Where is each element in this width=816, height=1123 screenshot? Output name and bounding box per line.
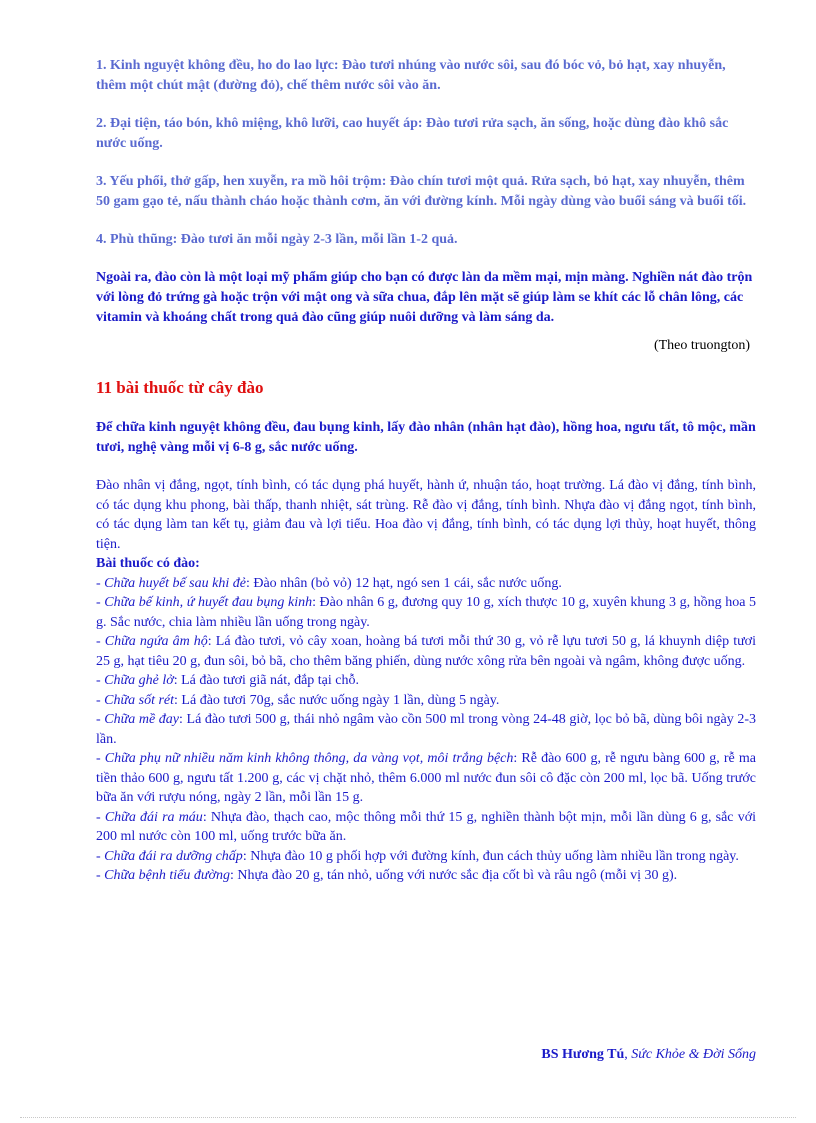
source-credit: (Theo truongton) (653, 338, 750, 353)
author-signature: BS Hương Tú, Sức Khỏe & Đời Sống (541, 1047, 756, 1062)
item-label: Chữa huyết bế sau khi đẻ (104, 575, 246, 591)
list-item: - Chữa mề đay: Lá đào tươi 500 g, thái nhỏ ngâm vào cồn 500 ml trong vòng 24-48 giờ, lọc bỏ bã, dùng bôi ngày 2-3 lần. (96, 712, 756, 747)
beauty-note: Ngoài ra, đào còn là một loại mỹ phẩm giúp cho bạn có được làn da mềm mại, mịn màng. Nghiền nát đào trộn với lòng đỏ trứng gà hoặc trộn với mật ong và sữa chua, đắp lên mặt sẽ giúp làm se khít các lỗ chân lông, các vitamin và khoáng chất trong quả đào cũng giúp nuôi dưỡng và làm sáng da. (96, 270, 753, 325)
list-item: - Chữa bệnh tiểu đường: Nhựa đào 20 g, tán nhỏ, uống với nước sắc địa cốt bì và râu ngô (mỗi vị 30 g). (96, 868, 678, 883)
item-label: Chữa sốt rét (104, 692, 175, 708)
intro-paragraph: Để chữa kinh nguyệt không đều, đau bụng kinh, lấy đào nhân (nhân hạt đào), hồng hoa, ngưu tất, tô mộc, mần tươi, nghệ vàng mỗi vị 6-8 g, sắc nước uống. (96, 420, 756, 455)
item-label: Chữa mề đay (104, 712, 180, 727)
list-item: - Chữa đái ra máu: Nhựa đào, thạch cao, mộc thông mỗi thứ 15 g, nghiền thành bột mịn, mỗi lần dùng 6 g, sắc với 200 ml nước còn 100 ml, uống trước bữa ăn. (96, 809, 756, 844)
list-item: - Chữa huyết bế sau khi đẻ: Đào nhân (bỏ vỏ) 12 hạt, ngó sen 1 cái, sắc nước uống. (96, 575, 562, 591)
page-divider (20, 1117, 796, 1118)
item-label: Chữa bế kinh, ứ huyết đau bụng kinh (104, 595, 313, 610)
remedy-2: 2. Đại tiện, táo bón, khô miệng, khô lưỡi, cao huyết áp: Đào tươi rửa sạch, ăn sống, hoặc dùng đào khô sắc nước uống. (96, 116, 729, 151)
description-paragraph: Đào nhân vị đắng, ngọt, tính bình, có tác dụng phá huyết, hành ứ, nhuận táo, hoạt trường. Lá đào vị đắng, tính bình, có tác dụng khu phong, bài thấp, thanh nhiệt, sát trùng. Rễ đào vị đắng, tính bình. Nhựa đào vị đắng ngọt, tính bình, có tác dụng làm tan kết tụ, giảm đau và lợi tiểu. Hoa đào vị đắng, tính bình, có tác dụng lợi thủy, hoạt huyết, thông tiện. (96, 478, 756, 552)
list-item: - Chữa ghẻ lở: Lá đào tươi giã nát, đắp tại chỗ. (96, 673, 360, 688)
list-item: - Chữa bế kinh, ứ huyết đau bụng kinh: Đào nhân 6 g, đương quy 10 g, xích thược 10 g, xuyên khung 3 g, hồng hoa 5 g. Sắc nước, chia làm nhiều lần uống trong ngày. (96, 595, 756, 630)
remedy-3: 3. Yếu phổi, thở gấp, hen xuyễn, ra mồ hôi trộm: Đào chín tươi một quả. Rửa sạch, bỏ hạt, xay nhuyễn, thêm 50 gam gạo tẻ, nấu thành cháo hoặc thành cơm, ăn với đường kính. Mỗi ngày dùng vào buổi sáng và buổi tối. (96, 174, 747, 209)
item-label: Chữa ngứa âm hộ (104, 634, 208, 649)
list-item: - Chữa sốt rét: Lá đào tươi 70g, sắc nước uống ngày 1 lần, dùng 5 ngày. (96, 692, 500, 708)
item-label: Chữa phụ nữ nhiều năm kinh không thông, da vàng vọt, môi trắng bệch (104, 751, 514, 766)
author-name: BS Hương Tú (541, 1047, 625, 1062)
remedy-4: 4. Phù thũng: Đào tươi ăn mỗi ngày 2-3 lần, mỗi lần 1-2 quả. (96, 232, 458, 247)
section-title: 11 bài thuốc từ cây đào (96, 378, 264, 397)
list-item: - Chữa phụ nữ nhiều năm kinh không thông, da vàng vọt, môi trắng bệch: Rễ đào 600 g, rễ ngưu bàng 600 g, rễ ma tiền thảo 600 g, ngưu tất 1.200 g, các vị chặt nhỏ, thêm 6.000 ml nước đun sôi cô đặc còn 200 ml, lọc bã. Uống trước bữa ăn với rượu nóng, ngày 2 lần, mỗi lần 15 g. (96, 751, 756, 805)
item-label: Chữa ghẻ lở (104, 673, 174, 688)
list-item: - Chữa đái ra dưỡng chấp: Nhựa đào 10 g phối hợp với đường kính, đun cách thủy uống làm nhiều lần trong ngày. (96, 848, 739, 864)
item-label: Chữa bệnh tiểu đường (104, 868, 230, 883)
publication-name: Sức Khỏe & Đời Sống (631, 1047, 756, 1062)
remedy-heading: Bài thuốc có đào: (96, 556, 200, 571)
item-label: Chữa đái ra máu (104, 809, 203, 825)
list-item: - Chữa ngứa âm hộ: Lá đào tươi, vỏ cây xoan, hoàng bá tươi mỗi thứ 30 g, vỏ rễ lựu tươi 50 g, lá khuynh diệp tươi 25 g, hạt tiêu 20 g, đun sôi, bỏ bã, cho thêm băng phiến, dùng nước xông rửa bên ngoài và ngâm, không được uống. (96, 634, 756, 669)
remedy-list (96, 574, 756, 886)
item-label: Chữa đái ra dưỡng chấp (104, 848, 243, 864)
document-page (96, 56, 756, 886)
remedy-1: 1. Kinh nguyệt không đều, ho do lao lực: Đào tươi nhúng vào nước sôi, sau đó bóc vỏ, bỏ hạt, xay nhuyễn, thêm một chút mật (đường đỏ), chế thêm nước sôi vào ăn. (96, 58, 726, 93)
